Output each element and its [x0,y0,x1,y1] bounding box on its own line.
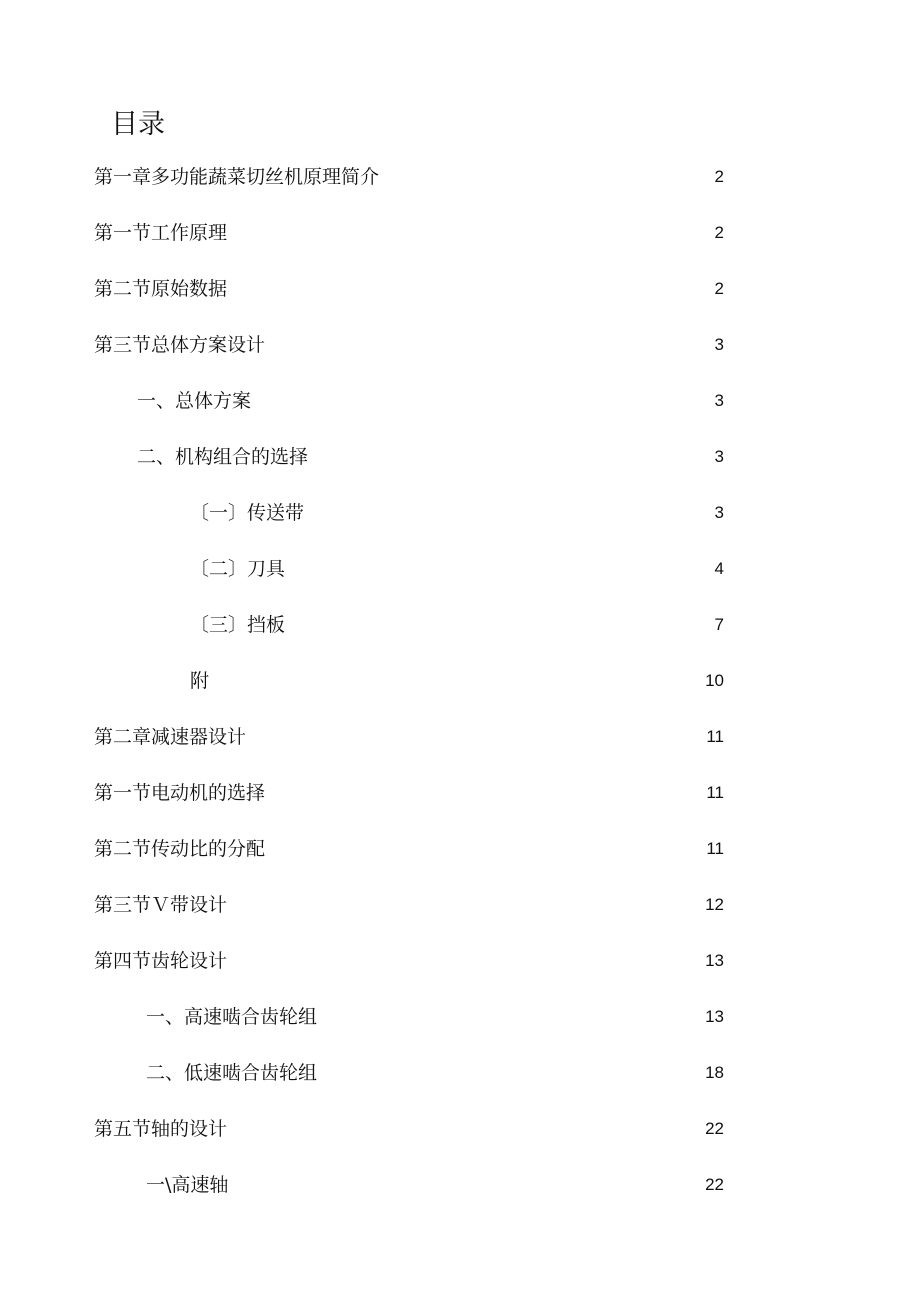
toc-entry-label: 二、机构组合的选择 [137,446,309,468]
toc-entry [0,386,920,416]
toc-entry-page: 18 [705,1063,724,1082]
toc-entry-page: 22 [705,1175,724,1194]
toc-entry-page: 10 [705,671,724,690]
toc-entry [0,330,920,360]
toc-entry-label: 〔二〕刀具 [190,558,286,580]
toc-entry-page: 11 [706,727,724,746]
toc-entry [0,890,920,920]
toc-entry-page: 2 [714,279,724,298]
toc-entry-page: 11 [706,839,724,858]
toc-entry-page: 22 [705,1119,724,1138]
toc-entry [0,162,920,192]
toc-entry [0,666,920,696]
toc-entry [0,274,920,304]
toc-entry-page: 12 [705,895,724,914]
toc-entry-page: 11 [706,783,724,802]
toc-entry-page: 2 [714,223,724,242]
toc-entry [0,778,920,808]
toc-entry-page: 4 [714,559,724,578]
toc-entry [0,1058,920,1088]
toc-entry-label: 二、低速啮合齿轮组 [146,1062,318,1084]
toc-title: 目录 [111,109,165,140]
toc-entry-label: 〔三〕挡板 [190,614,286,636]
toc-entry [0,1170,920,1200]
toc-entry-label: 附 [190,670,210,692]
toc-entry-label: 第二章减速器设计 [94,726,247,748]
toc-entry-page: 3 [714,447,724,466]
toc-entry-label: 〔一〕传送带 [190,502,305,524]
toc-entry [0,1002,920,1032]
toc-entry-page: 7 [714,615,724,634]
toc-entry-page: 2 [714,167,724,186]
toc-entry-label: 第一章多功能蔬菜切丝机原理简介 [94,166,380,188]
toc-entry-page: 3 [714,391,724,410]
toc-entry-page: 13 [705,951,724,970]
toc-entry [0,554,920,584]
toc-entry-page: 13 [705,1007,724,1026]
toc-entry-label: 一、总体方案 [137,390,252,412]
toc-entry [0,610,920,640]
toc-entry-label: 第一节工作原理 [94,222,228,244]
toc-entry-label: 一、高速啮合齿轮组 [146,1006,318,1028]
toc-entry [0,946,920,976]
toc-entry [0,834,920,864]
toc-entry [0,498,920,528]
toc-entry-page: 3 [714,503,724,522]
toc-entry-label: 第二节传动比的分配 [94,838,266,860]
toc-entry [0,218,920,248]
toc-entry-label: 第四节齿轮设计 [94,950,228,972]
toc-entry [0,442,920,472]
toc-entry-label: 一\高速轴 [146,1174,229,1196]
toc-entry-label: 第五节轴的设计 [94,1118,228,1140]
toc-entry-label: 第三节Ｖ带设计 [94,894,228,916]
toc-entry [0,1114,920,1144]
toc-entry-label: 第二节原始数据 [94,278,228,300]
toc-entry [0,722,920,752]
toc-entry-label: 第三节总体方案设计 [94,334,266,356]
toc-entry-label: 第一节电动机的选择 [94,782,266,804]
toc-entry-page: 3 [714,335,724,354]
